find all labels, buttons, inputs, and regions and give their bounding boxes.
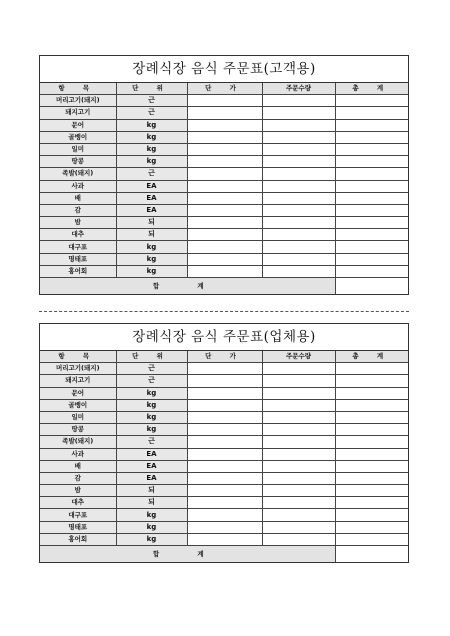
item-cell: 대추 xyxy=(40,497,116,509)
table-row xyxy=(40,509,408,521)
grand-total-value[interactable] xyxy=(335,546,408,563)
quantity-cell[interactable] xyxy=(262,509,335,521)
total-cell[interactable] xyxy=(335,217,408,229)
item-cell: 홍어회 xyxy=(40,265,116,277)
cut-line-divider xyxy=(39,311,409,312)
total-cell[interactable] xyxy=(335,107,408,119)
table-row xyxy=(40,521,408,533)
table-row xyxy=(40,436,408,448)
unit-price-cell[interactable] xyxy=(187,411,262,423)
total-cell[interactable] xyxy=(335,363,408,375)
item-cell: 땅콩 xyxy=(40,424,116,436)
item-cell: 족발(돼지) xyxy=(40,168,116,180)
total-cell[interactable] xyxy=(335,509,408,521)
item-cell: 머리고기(돼지) xyxy=(40,363,116,375)
unit-cell: EA xyxy=(116,460,187,472)
table-row xyxy=(40,217,408,229)
table-row xyxy=(40,229,408,241)
table-row xyxy=(40,107,408,119)
table-row xyxy=(40,204,408,216)
order-form-customer xyxy=(39,55,409,295)
unit-price-cell[interactable] xyxy=(187,485,262,497)
table-row xyxy=(40,375,408,387)
table-row xyxy=(40,253,408,265)
total-cell[interactable] xyxy=(335,168,408,180)
unit-cell: 되 xyxy=(116,229,187,241)
item-cell: 사과 xyxy=(40,448,116,460)
order-rows xyxy=(40,95,408,294)
table-row xyxy=(40,460,408,472)
table-row xyxy=(40,485,408,497)
unit-price-cell[interactable] xyxy=(187,143,262,155)
unit-cell: 근 xyxy=(116,436,187,448)
unit-cell: 근 xyxy=(116,168,187,180)
quantity-cell[interactable] xyxy=(262,521,335,533)
unit-price-cell[interactable] xyxy=(187,229,262,241)
total-cell[interactable] xyxy=(335,119,408,131)
item-cell: 감 xyxy=(40,472,116,484)
quantity-cell[interactable] xyxy=(262,424,335,436)
item-cell: 골뱅이 xyxy=(40,131,116,143)
item-cell: 감 xyxy=(40,204,116,216)
item-cell: 땅콩 xyxy=(40,156,116,168)
table-row xyxy=(40,119,408,131)
header-row xyxy=(40,83,408,95)
quantity-cell[interactable] xyxy=(262,387,335,399)
table-row xyxy=(40,363,408,375)
table-row xyxy=(40,143,408,155)
quantity-cell[interactable] xyxy=(262,241,335,253)
unit-price-cell[interactable] xyxy=(187,241,262,253)
quantity-cell[interactable] xyxy=(262,229,335,241)
quantity-cell[interactable] xyxy=(262,460,335,472)
total-cell[interactable] xyxy=(335,485,408,497)
unit-cell: EA xyxy=(116,204,187,216)
unit-cell: kg xyxy=(116,143,187,155)
unit-price-cell[interactable] xyxy=(187,168,262,180)
quantity-cell[interactable] xyxy=(262,472,335,484)
unit-cell: 근 xyxy=(116,95,187,107)
unit-price-cell[interactable] xyxy=(187,192,262,204)
unit-cell: kg xyxy=(116,253,187,265)
header-item: 항 목 xyxy=(40,83,116,95)
unit-cell: kg xyxy=(116,424,187,436)
unit-cell: EA xyxy=(116,448,187,460)
header-quantity: 주문수량 xyxy=(262,351,335,363)
unit-price-cell[interactable] xyxy=(187,436,262,448)
order-rows xyxy=(40,363,408,562)
quantity-cell[interactable] xyxy=(262,168,335,180)
total-cell[interactable] xyxy=(335,156,408,168)
total-cell[interactable] xyxy=(335,265,408,277)
header-unit-price: 단 가 xyxy=(187,83,262,95)
unit-cell: kg xyxy=(116,119,187,131)
table-row xyxy=(40,448,408,460)
total-cell[interactable] xyxy=(335,448,408,460)
quantity-cell[interactable] xyxy=(262,253,335,265)
unit-price-cell[interactable] xyxy=(187,131,262,143)
table-row xyxy=(40,411,408,423)
table-row xyxy=(40,497,408,509)
unit-price-cell[interactable] xyxy=(187,399,262,411)
unit-cell: 되 xyxy=(116,497,187,509)
unit-price-cell[interactable] xyxy=(187,253,262,265)
unit-cell: 근 xyxy=(116,107,187,119)
total-cell[interactable] xyxy=(335,497,408,509)
quantity-cell[interactable] xyxy=(262,180,335,192)
header-unit: 단 위 xyxy=(116,351,187,363)
unit-price-cell[interactable] xyxy=(187,448,262,460)
item-cell: 일미 xyxy=(40,411,116,423)
unit-price-cell[interactable] xyxy=(187,497,262,509)
item-cell: 홍어회 xyxy=(40,533,116,545)
item-cell: 밤 xyxy=(40,217,116,229)
header-row xyxy=(40,351,408,363)
unit-price-cell[interactable] xyxy=(187,460,262,472)
table-row xyxy=(40,95,408,107)
unit-cell: 근 xyxy=(116,363,187,375)
unit-cell: 되 xyxy=(116,485,187,497)
item-cell: 명태포 xyxy=(40,253,116,265)
item-cell: 배 xyxy=(40,460,116,472)
item-cell: 문어 xyxy=(40,387,116,399)
unit-price-cell[interactable] xyxy=(187,119,262,131)
quantity-cell[interactable] xyxy=(262,363,335,375)
form-title: 장례식장 음식 주문표(업체용) xyxy=(40,324,408,351)
quantity-cell[interactable] xyxy=(262,399,335,411)
unit-price-cell[interactable] xyxy=(187,180,262,192)
item-cell: 머리고기(돼지) xyxy=(40,95,116,107)
header-total: 총 계 xyxy=(335,351,408,363)
item-cell: 대구포 xyxy=(40,509,116,521)
total-cell[interactable] xyxy=(335,387,408,399)
quantity-cell[interactable] xyxy=(262,265,335,277)
table-row xyxy=(40,168,408,180)
quantity-cell[interactable] xyxy=(262,156,335,168)
item-cell: 돼지고기 xyxy=(40,107,116,119)
quantity-cell[interactable] xyxy=(262,448,335,460)
form-title: 장례식장 음식 주문표(고객용) xyxy=(40,56,408,83)
table-row xyxy=(40,131,408,143)
total-cell[interactable] xyxy=(335,460,408,472)
table-row xyxy=(40,241,408,253)
header-unit-price: 단 가 xyxy=(187,351,262,363)
table-row xyxy=(40,180,408,192)
total-cell[interactable] xyxy=(335,204,408,216)
unit-cell: kg xyxy=(116,521,187,533)
item-cell: 족발(돼지) xyxy=(40,436,116,448)
unit-cell: EA xyxy=(116,472,187,484)
unit-cell: kg xyxy=(116,241,187,253)
unit-price-cell[interactable] xyxy=(187,204,262,216)
unit-cell: kg xyxy=(116,533,187,545)
quantity-cell[interactable] xyxy=(262,217,335,229)
total-row xyxy=(40,278,408,295)
unit-price-cell[interactable] xyxy=(187,156,262,168)
quantity-cell[interactable] xyxy=(262,533,335,545)
item-cell: 밤 xyxy=(40,485,116,497)
table-row xyxy=(40,424,408,436)
unit-cell: kg xyxy=(116,509,187,521)
grand-total-label: 합 계 xyxy=(40,546,335,563)
total-cell[interactable] xyxy=(335,533,408,545)
order-table xyxy=(40,351,408,562)
table-row xyxy=(40,387,408,399)
unit-cell: kg xyxy=(116,131,187,143)
unit-price-cell[interactable] xyxy=(187,107,262,119)
unit-cell: EA xyxy=(116,192,187,204)
item-cell: 골뱅이 xyxy=(40,399,116,411)
unit-cell: kg xyxy=(116,399,187,411)
total-cell[interactable] xyxy=(335,253,408,265)
unit-cell: kg xyxy=(116,411,187,423)
item-cell: 명태포 xyxy=(40,521,116,533)
quantity-cell[interactable] xyxy=(262,107,335,119)
table-row xyxy=(40,156,408,168)
total-cell[interactable] xyxy=(335,399,408,411)
item-cell: 사과 xyxy=(40,180,116,192)
total-cell[interactable] xyxy=(335,436,408,448)
total-cell[interactable] xyxy=(335,95,408,107)
unit-price-cell[interactable] xyxy=(187,521,262,533)
unit-price-cell[interactable] xyxy=(187,217,262,229)
quantity-cell[interactable] xyxy=(262,411,335,423)
table-row xyxy=(40,265,408,277)
unit-price-cell[interactable] xyxy=(187,472,262,484)
item-cell: 배 xyxy=(40,192,116,204)
unit-cell: kg xyxy=(116,265,187,277)
quantity-cell[interactable] xyxy=(262,497,335,509)
quantity-cell[interactable] xyxy=(262,143,335,155)
unit-price-cell[interactable] xyxy=(187,509,262,521)
quantity-cell[interactable] xyxy=(262,485,335,497)
total-cell[interactable] xyxy=(335,180,408,192)
total-cell[interactable] xyxy=(335,424,408,436)
quantity-cell[interactable] xyxy=(262,131,335,143)
unit-cell: kg xyxy=(116,156,187,168)
total-cell[interactable] xyxy=(335,229,408,241)
total-cell[interactable] xyxy=(335,472,408,484)
order-table xyxy=(40,83,408,294)
total-cell[interactable] xyxy=(335,143,408,155)
unit-price-cell[interactable] xyxy=(187,363,262,375)
unit-price-cell[interactable] xyxy=(187,424,262,436)
item-cell: 일미 xyxy=(40,143,116,155)
total-cell[interactable] xyxy=(335,131,408,143)
unit-cell: kg xyxy=(116,387,187,399)
header-unit: 단 위 xyxy=(116,83,187,95)
item-cell: 대구포 xyxy=(40,241,116,253)
unit-cell: 되 xyxy=(116,217,187,229)
total-cell[interactable] xyxy=(335,375,408,387)
table-row xyxy=(40,472,408,484)
grand-total-value[interactable] xyxy=(335,278,408,295)
header-quantity: 주문수량 xyxy=(262,83,335,95)
unit-price-cell[interactable] xyxy=(187,387,262,399)
unit-price-cell[interactable] xyxy=(187,95,262,107)
quantity-cell[interactable] xyxy=(262,204,335,216)
item-cell: 돼지고기 xyxy=(40,375,116,387)
unit-price-cell[interactable] xyxy=(187,265,262,277)
header-total: 총 계 xyxy=(335,83,408,95)
quantity-cell[interactable] xyxy=(262,192,335,204)
quantity-cell[interactable] xyxy=(262,95,335,107)
table-row xyxy=(40,533,408,545)
total-cell[interactable] xyxy=(335,521,408,533)
unit-price-cell[interactable] xyxy=(187,533,262,545)
unit-cell: EA xyxy=(116,180,187,192)
quantity-cell[interactable] xyxy=(262,436,335,448)
order-form-vendor xyxy=(39,323,409,563)
table-row xyxy=(40,399,408,411)
item-cell: 문어 xyxy=(40,119,116,131)
total-cell[interactable] xyxy=(335,192,408,204)
quantity-cell[interactable] xyxy=(262,119,335,131)
header-item: 항 목 xyxy=(40,351,116,363)
grand-total-label: 합 계 xyxy=(40,278,335,295)
total-cell[interactable] xyxy=(335,411,408,423)
total-cell[interactable] xyxy=(335,241,408,253)
unit-price-cell[interactable] xyxy=(187,375,262,387)
unit-cell: 근 xyxy=(116,375,187,387)
total-row xyxy=(40,546,408,563)
table-row xyxy=(40,192,408,204)
quantity-cell[interactable] xyxy=(262,375,335,387)
item-cell: 대추 xyxy=(40,229,116,241)
